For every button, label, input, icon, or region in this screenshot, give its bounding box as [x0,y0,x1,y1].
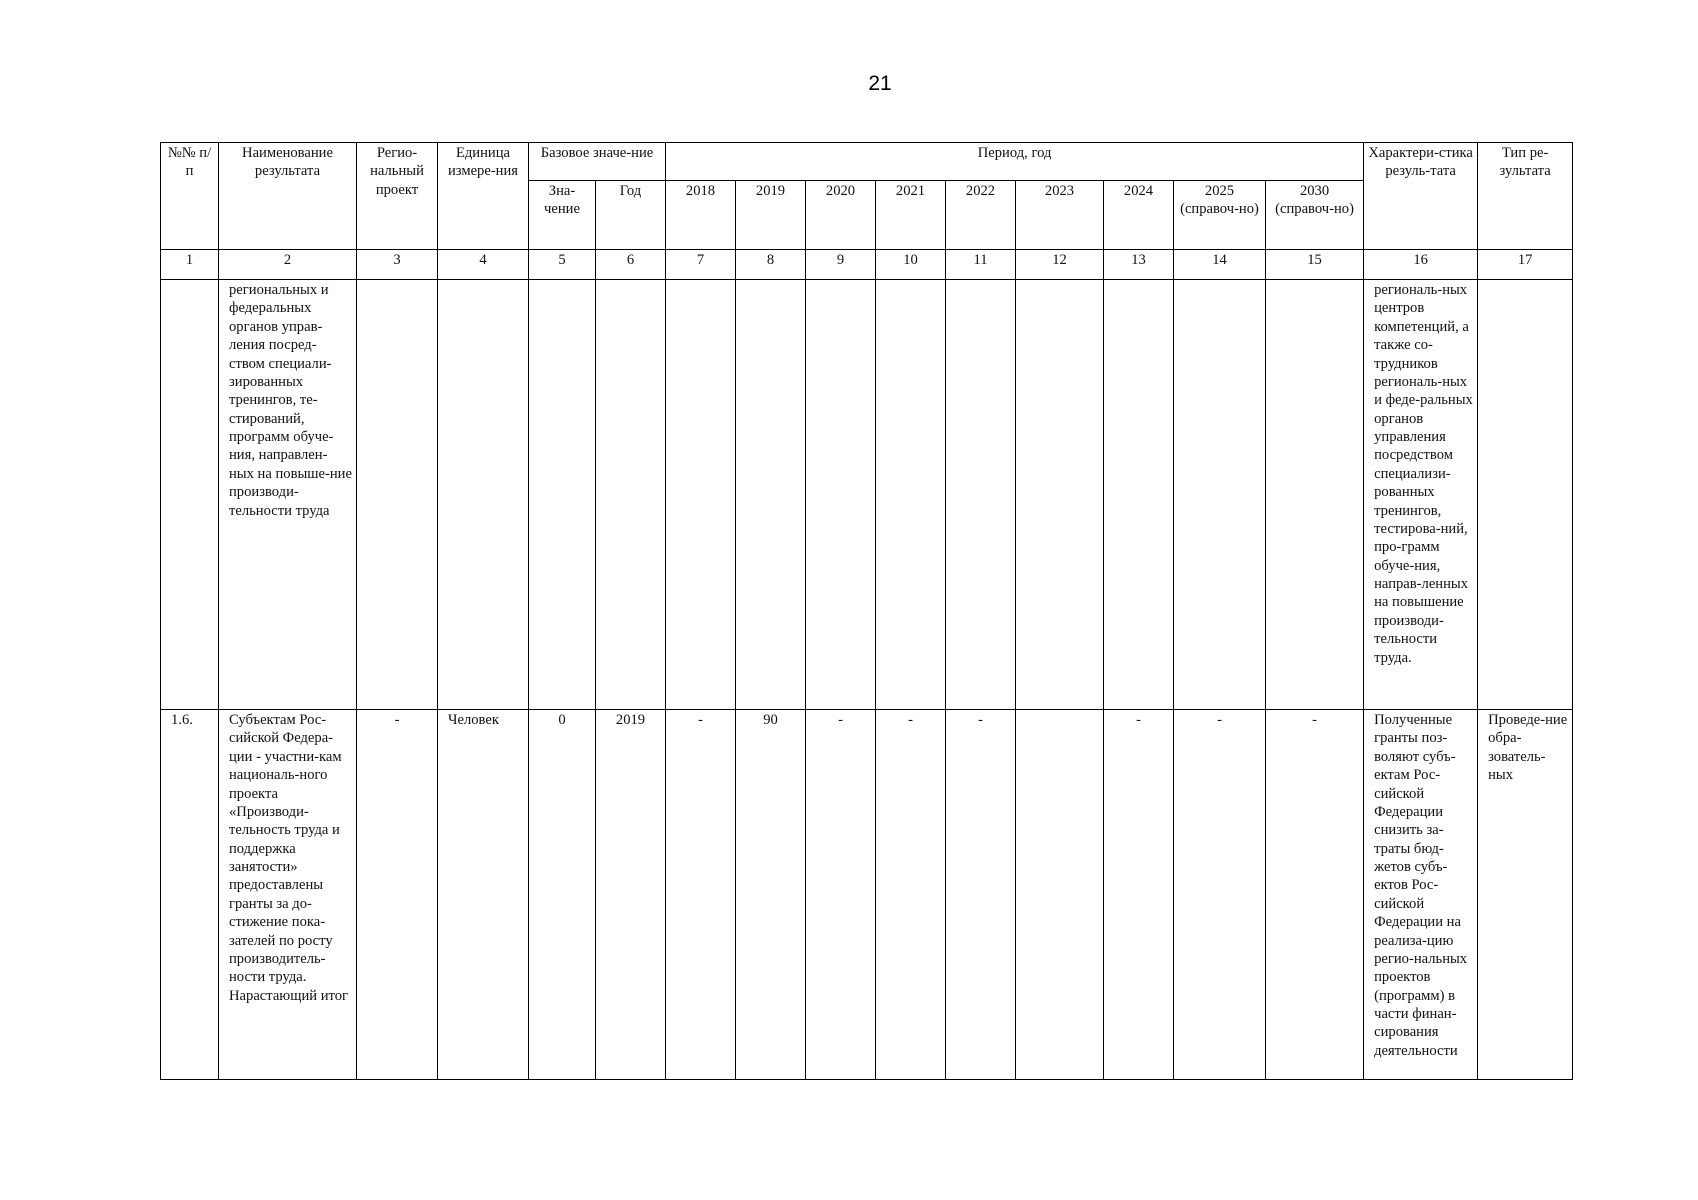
year-value-2021: - [876,710,946,1080]
column-number: 13 [1104,250,1174,280]
table-row [161,280,1573,710]
column-number: 11 [946,250,1016,280]
year-value-2024: - [1104,710,1174,1080]
header-year-2020: 2020 [806,181,876,250]
column-number: 3 [357,250,438,280]
column-number: 8 [736,250,806,280]
result-name: региональных и федеральных органов управ-ления посред-ством специали-зированных тренингов, те-стирований, программ обуче-ния, направлен-ных на повыше-ние производи-тельности труда [219,280,357,710]
unit [438,280,529,710]
column-number: 6 [596,250,666,280]
year-value-2030 [1266,280,1364,710]
header-year-2022: 2022 [946,181,1016,250]
page-number: 21 [868,72,892,95]
column-number: 2 [219,250,357,280]
year-value-2025: - [1174,710,1266,1080]
result-name: Субъектам Рос-сийской Федера-ции - участни-кам националь-ного проекта «Производи-тельность труда и поддержка занятости» предоставлены гранты за до-стижение пока-зателей по росту производитель-ности труда. Нарастающий итог [219,710,357,1080]
year-value-2023 [1016,280,1104,710]
header-year-2024: 2024 [1104,181,1174,250]
year-value-2023 [1016,710,1104,1080]
header-characteristic: Характери-стика резуль-тата [1364,143,1478,250]
year-value-2022 [946,280,1016,710]
year-value-2030: - [1266,710,1364,1080]
regional-project: - [357,710,438,1080]
year-value-2025 [1174,280,1266,710]
column-number: 7 [666,250,736,280]
header-base-value: Базовое значе-ние [529,143,666,181]
year-value-2018: - [666,710,736,1080]
year-value-2018 [666,280,736,710]
header-year-2018: 2018 [666,181,736,250]
header-row-number: №№ п/п [161,143,219,250]
year-value-2020: - [806,710,876,1080]
regional-project [357,280,438,710]
header-regional-project: Регио-нальный проект [357,143,438,250]
table-row [161,710,1573,1080]
year-value-2019: 90 [736,710,806,1080]
year-value-2021 [876,280,946,710]
row-number: 1.6. [161,710,219,1080]
results-table [160,142,1573,1080]
column-number: 17 [1478,250,1573,280]
header-year-2019: 2019 [736,181,806,250]
column-number: 16 [1364,250,1478,280]
header-unit: Единица измере-ния [438,143,529,250]
base-value [529,280,596,710]
year-value-2022: - [946,710,1016,1080]
base-year: 2019 [596,710,666,1080]
base-year [596,280,666,710]
header-year-2023: 2023 [1016,181,1104,250]
year-value-2019 [736,280,806,710]
header-base-value-value: Зна-чение [529,181,596,250]
result-type [1478,280,1573,710]
result-characteristic: Полученные гранты поз-воляют субъ-ектам Рос-сийской Федерации снизить за-траты бюд-жетов субъ-ектов Рос-сийской Федерации на реализа-цию регио-нальных проектов (программ) в части финан-сирования деятельности [1364,710,1478,1080]
column-number: 15 [1266,250,1364,280]
base-value: 0 [529,710,596,1080]
year-value-2020 [806,280,876,710]
unit: Человек [438,710,529,1080]
column-number: 10 [876,250,946,280]
result-type: Проведе-ние обра-зователь-ных [1478,710,1573,1080]
header-base-value-year: Год [596,181,666,250]
column-number: 12 [1016,250,1104,280]
column-number: 14 [1174,250,1266,280]
column-number: 5 [529,250,596,280]
column-number: 9 [806,250,876,280]
header-year-2021: 2021 [876,181,946,250]
year-value-2024 [1104,280,1174,710]
row-number [161,280,219,710]
header-result-type: Тип ре-зультата [1478,143,1573,250]
header-result-name: Наименование результата [219,143,357,250]
result-characteristic: региональ-ных центров компетенций, а также со-трудников региональ-ных и феде-ральных органов управления посредством специализи-рованных тренингов, тестирова-ний, про-грамм обуче-ния, направ-ленных на повышение производи-тельности труда. [1364,280,1478,710]
header-period: Период, год [666,143,1364,181]
header-year-2030: 2030 (справоч-но) [1266,181,1364,250]
column-number: 4 [438,250,529,280]
header-year-2025: 2025 (справоч-но) [1174,181,1266,250]
column-number: 1 [161,250,219,280]
